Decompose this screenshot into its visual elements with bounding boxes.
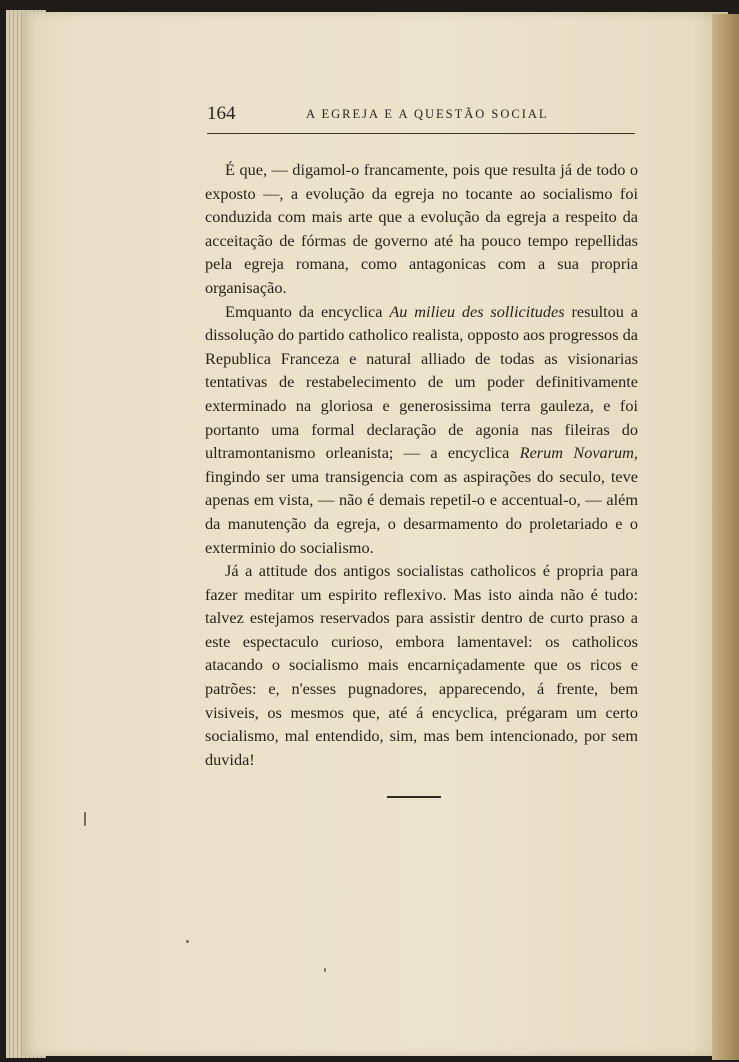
- paragraph-1: É que, — digamol-o francamente, pois que resulta já de todo o exposto —, a evolução da egreja no tocante ao socialismo foi conduzida com mais arte que a evolução da egreja a respeito da acceitação de fórmas de governo até ha pouco tempo repellidas pela egreja romana, como antagonicas com a sua propria organisação.: [205, 160, 638, 297]
- page-number: 164: [207, 103, 236, 124]
- paper-speck: [84, 812, 86, 826]
- paragraph-2-part-3: fingindo ser uma transigencia com as aspirações do seculo, teve apenas em vista, — não é demais repetil-o e accentual-o, — além da manutenção da egreja, o desarmamento do proletariado e o exterminio do socialismo.: [205, 466, 638, 557]
- paragraph-2-part-1: Emquanto da encyclica: [225, 301, 390, 321]
- paragraph-2: [205, 300, 638, 560]
- italic-title-rerum-novarum: Rerum Novarum,: [519, 443, 639, 463]
- italic-title-au-milieu: Au milieu des sollicitudes: [389, 301, 565, 321]
- paragraph-2-part-2: resultou a dissolução do partido catholico realista, opposto aos progressos da Republica Franceza e natural alliado de todas as visionarias tentativas de restabelecimento de um poder definitivamente exterminado na gloriosa e generosissima terra gauleza, e foi portanto uma formal declaração de agonia nas fileiras do ultramontanismo orleanista; — a encyclica: [205, 301, 638, 463]
- body-text: [205, 158, 638, 771]
- paper-speck: [324, 968, 326, 972]
- running-head: [207, 103, 635, 127]
- end-rule: [387, 796, 441, 798]
- book-binding-edge: [712, 14, 739, 1060]
- paragraph-3: Já a attitude dos antigos socialistas catholicos é propria para fazer meditar um espirito reflexivo. Mas isto ainda não é tudo: talvez estejamos reservados para assistir dentro de curto praso a este espectaculo curioso, embora lamentavel: os catholicos atacando o socialismo mais encarniçadamente que os ricos e patrões: e, n'esses pugnadores, apparecendo, á frente, bem visiveis, os mesmos que, até á encyclica, prégaram um certo socialismo, mal entendido, sim, mas bem intencionado, por sem duvida!: [205, 561, 638, 769]
- running-title: A EGREJA E A QUESTÃO SOCIAL: [306, 107, 549, 121]
- header-rule: [207, 133, 635, 134]
- paper-speck: [186, 940, 189, 943]
